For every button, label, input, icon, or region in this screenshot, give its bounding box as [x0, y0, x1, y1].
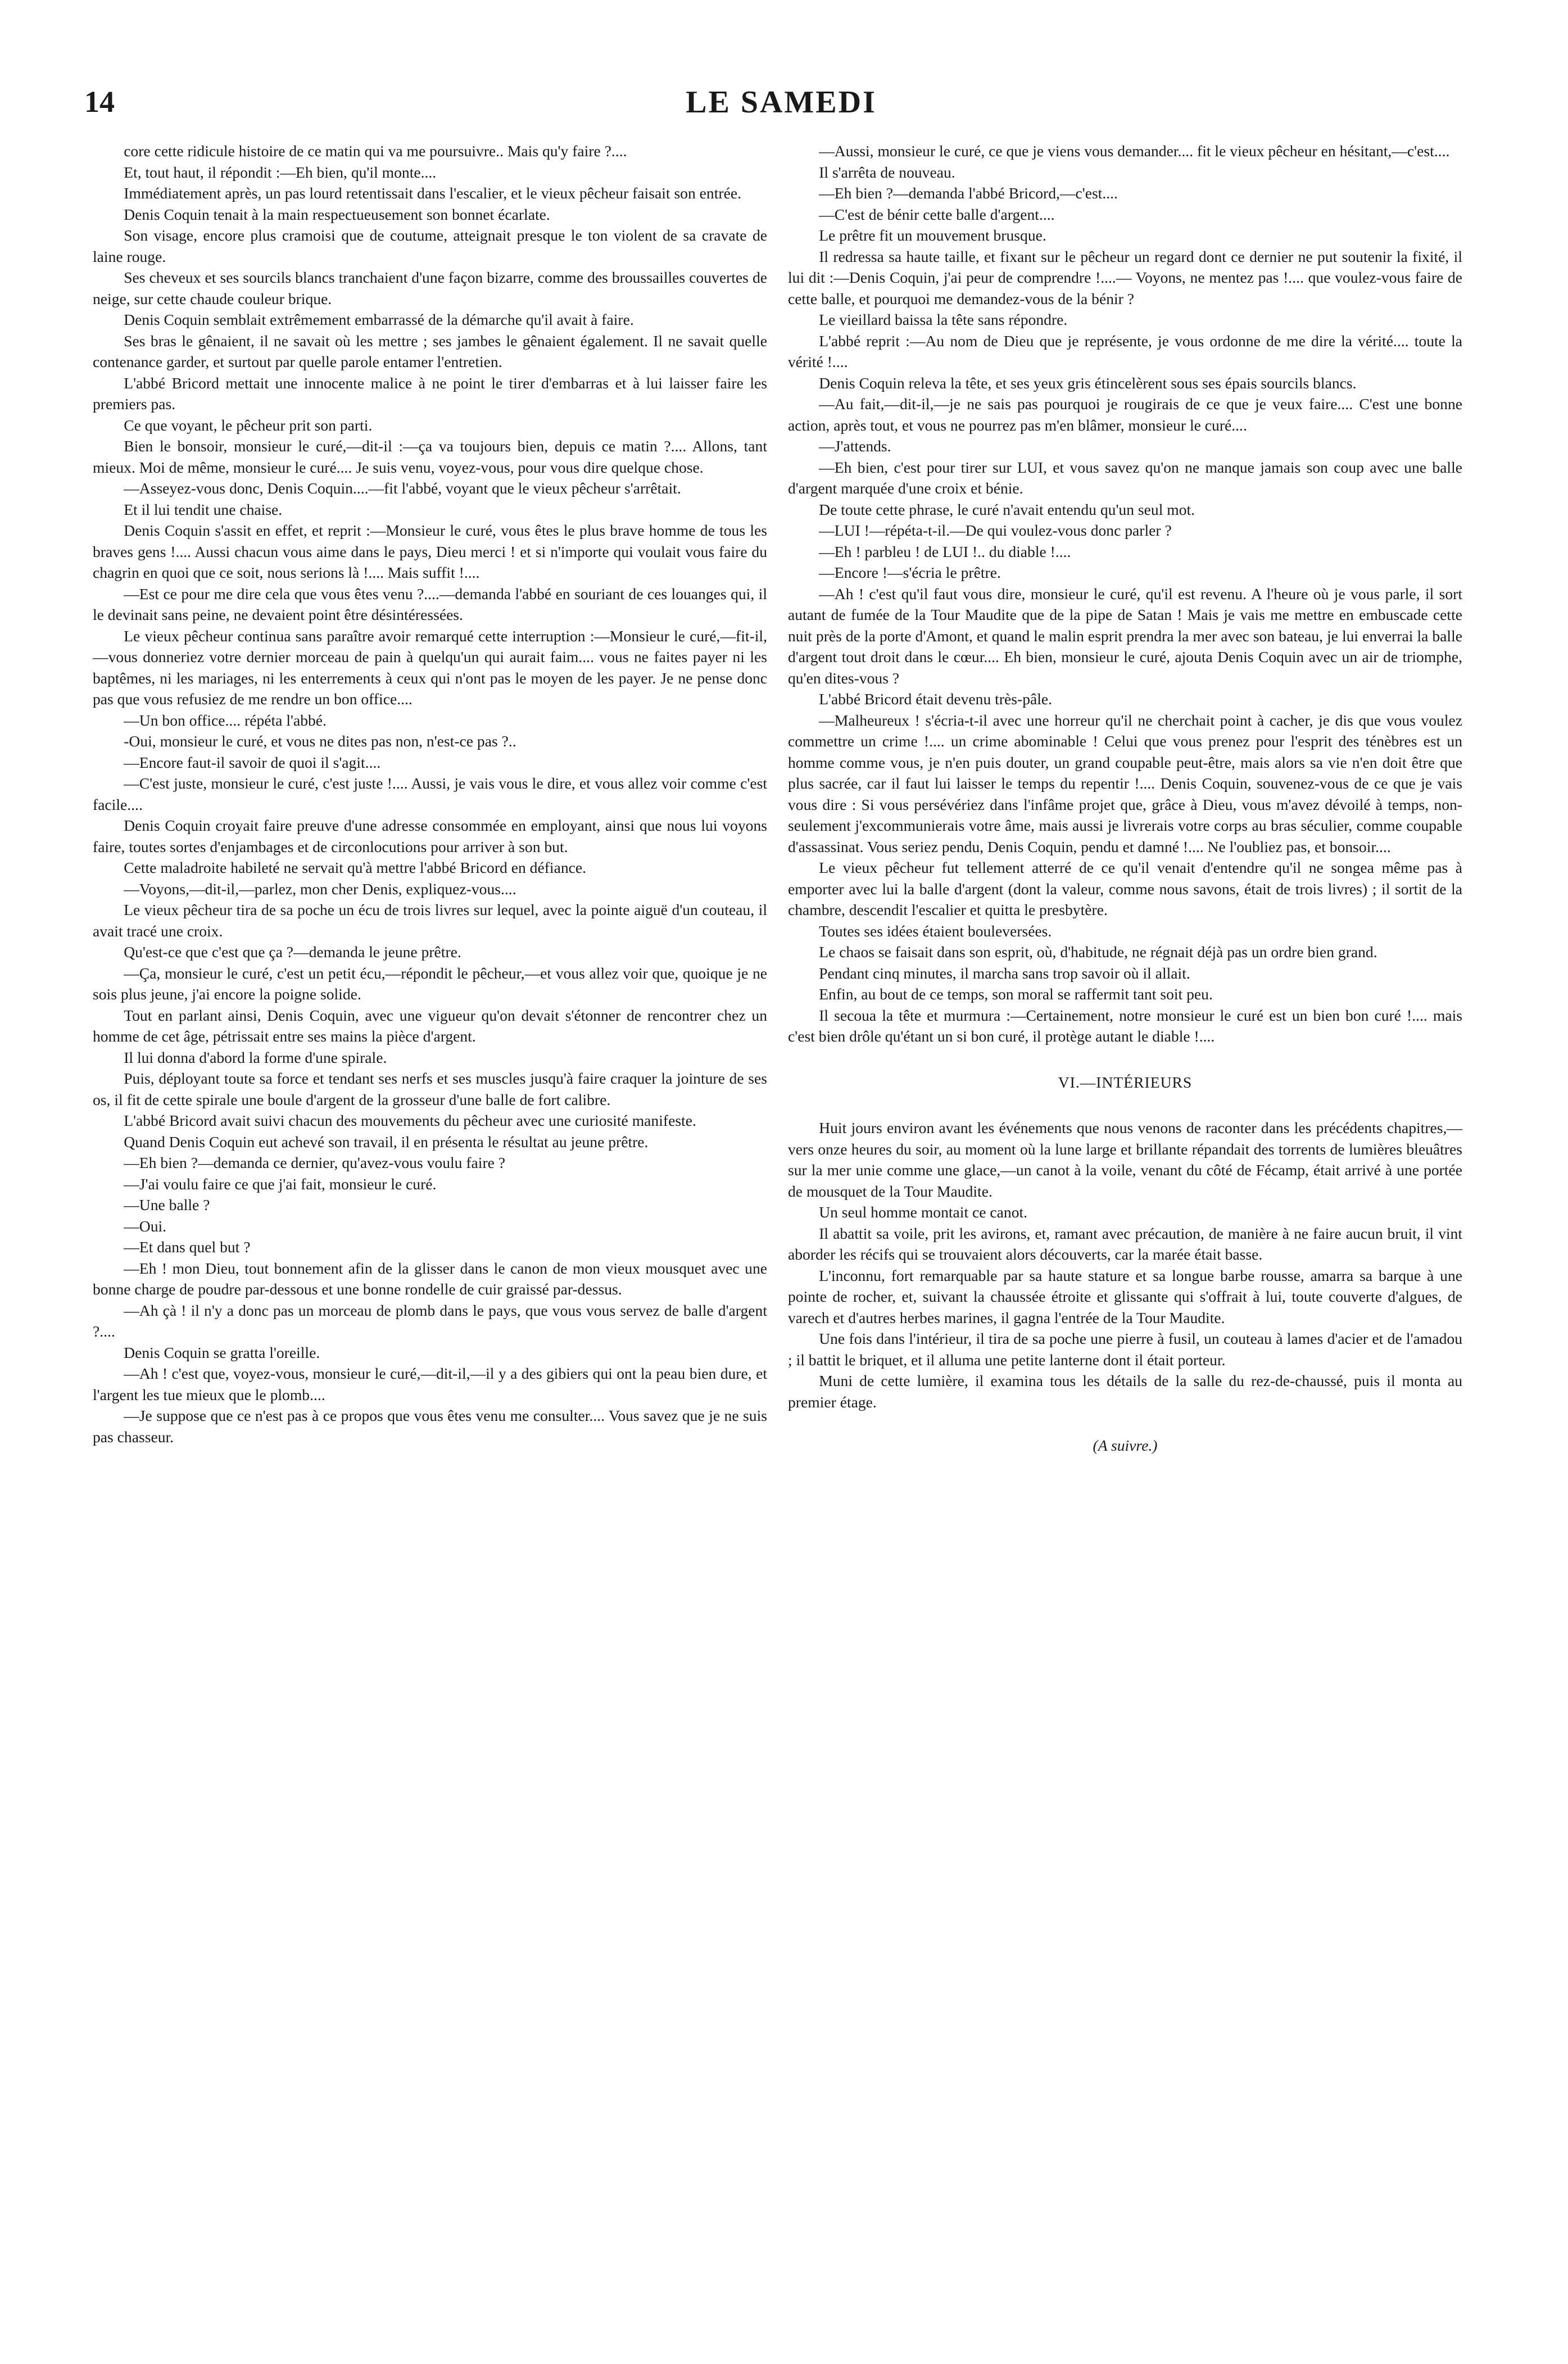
paragraph: Tout en parlant ainsi, Denis Coquin, avec une vigueur qu'on devait s'étonner de rencontrer chez un homme de cet âge, pétrissait entre ses mains la pièce d'argent.	[93, 1006, 767, 1045]
to-be-continued-note: (A suivre.)	[1093, 1437, 1158, 1454]
paragraph: Le vieux pêcheur fut tellement atterré de ce qu'il venait d'entendre qu'il ne songea même pas à emporter avec lui la balle d'argent (dont la valeur, comme nous savons, était de trois livres) ; il sortit de la chambre, descendit l'escalier et quitta le presbytère.	[788, 859, 1462, 918]
paragraph: —Je suppose que ce n'est pas à ce propos que vous êtes venu me consulter.... Vous savez que je ne suis pas chasseur.	[93, 1407, 767, 1446]
paragraph: Denis Coquin se gratta l'oreille.	[124, 1343, 320, 1361]
paragraph: Il secoua la tête et murmura :—Certainement, notre monsieur le curé est un bien bon curé !.... mais c'est bien drôle qu'étant un si bon curé, il protège autant le diable !....	[788, 1006, 1462, 1045]
paragraph: Cette maladroite habileté ne servait qu'à mettre l'abbé Bricord en défiance.	[124, 859, 587, 876]
paragraph: Un seul homme montait ce canot.	[819, 1203, 1028, 1221]
paragraph: Quand Denis Coquin eut achevé son travail, il en présenta le résultat au jeune prêtre.	[124, 1133, 649, 1151]
paragraph: —Une balle ?	[124, 1196, 210, 1213]
paragraph: —LUI !—répéta-t-il.—De qui voulez-vous donc parler ?	[819, 522, 1172, 539]
paragraph: L'abbé Bricord avait suivi chacun des mouvements du pêcheur avec une curiosité manifeste.	[124, 1112, 696, 1129]
paragraph: -Oui, monsieur le curé, et vous ne dites pas non, n'est-ce pas ?..	[124, 732, 516, 750]
paragraph: Son visage, encore plus cramoisi que de coutume, atteignait presque le ton violent de sa cravate de laine rouge.	[93, 227, 767, 265]
paragraph: Denis Coquin tenait à la main respectueusement son bonnet écarlate.	[124, 205, 550, 223]
paragraph: Il redressa sa haute taille, et fixant sur le pêcheur un regard dont ce dernier ne put soutenir la fixité, il lui dit :—Denis Coquin, j'ai peur de comprendre !....— Voyons, ne mentez pas !.... que voulez-vous faire de cette balle, et pourquoi me demandez-vous de la bénir ?	[788, 247, 1462, 307]
paragraph: Le vieux pêcheur continua sans paraître avoir remarqué cette interruption :—Monsieur le curé,—fit-il,—vous donneriez votre dernier morceau de pain à quelqu'un qui aurait faim.... vous ne faites payer ni les baptêmes, ni les mariages, ni les enterrements à ceux qui n'ont pas le moyen de les payer. Je ne pense donc pas que vous refusiez de me rendre un bon office....	[93, 627, 767, 708]
paragraph: Enfin, au bout de ce temps, son moral se raffermit tant soit peu.	[819, 985, 1213, 1003]
paragraph: Ce que voyant, le pêcheur prit son parti.	[124, 416, 373, 434]
paragraph: —Au fait,—dit-il,—je ne sais pas pourquoi je rougirais de ce que je veux faire.... C'est une bonne action, après tout, et vous ne pourrez pas m'en blâmer, monsieur le curé....	[788, 395, 1462, 434]
paragraph: core cette ridicule histoire de ce matin qui va me poursuivre.. Mais qu'y faire ?....	[124, 142, 627, 160]
paragraph: Puis, déployant toute sa force et tendant ses nerfs et ses muscles jusqu'à faire craquer la jointure de ses os, il fit de cette spirale une boule d'argent de la grosseur d'une balle de fort calibre.	[93, 1070, 767, 1108]
paragraph: Il s'arrêta de nouveau.	[819, 163, 955, 181]
paragraph: —Un bon office.... répéta l'abbé.	[124, 711, 327, 729]
right-column-paragraphs	[788, 141, 1462, 1047]
paragraph: —Eh ! parbleu ! de LUI !.. du diable !....	[819, 542, 1071, 560]
paragraph: —Est ce pour me dire cela que vous êtes venu ?....—demanda l'abbé en souriant de ces louanges qui, il le devinait sans peine, ne devaient point être désintéressées.	[93, 585, 767, 623]
paragraph: —J'attends.	[819, 437, 891, 455]
paragraph: Et il lui tendit une chaise.	[124, 500, 283, 518]
paragraph: Le vieillard baissa la tête sans répondre.	[819, 311, 1068, 328]
paragraph: Pendant cinq minutes, il marcha sans trop savoir où il allait.	[819, 964, 1190, 982]
paragraph: —Encore !—s'écria le prêtre.	[819, 564, 1001, 581]
paragraph: Il lui donna d'abord la forme d'une spirale.	[124, 1048, 387, 1066]
paragraph: Denis Coquin releva la tête, et ses yeux gris étincelèrent sous ses épais sourcils blancs.	[819, 374, 1357, 392]
paragraph: —J'ai voulu faire ce que j'ai fait, monsieur le curé.	[124, 1175, 437, 1193]
paragraph: Denis Coquin semblait extrêmement embarrassé de la démarche qu'il avait à faire.	[124, 311, 634, 328]
paragraph: L'abbé Bricord mettait une innocente malice à ne point le tirer d'embarras et à lui laisser faire les premiers pas.	[93, 374, 767, 413]
paragraph: —Malheureux ! s'écria-t-il avec une horreur qu'il ne cherchait point à cacher, je dis que vous voulez commettre un crime !.... un crime abominable ! Celui que vous prenez pour l'esprit des ténèbres est un homme comme vous, je n'en puis douter, un grand coupable peut-être, mais alors sa vie n'en doit être que plus sacrée, car il faut lui laisser le temps du repentir !.... Denis Coquin, souvenez-vous de ce que je vais vous dire : Si vous persévériez dans l'infâme projet que, grâce à Dieu, vous m'avez dévoilé à temps, non-seulement j'excommunierais votre âme, mais aussi je livrerais votre corps au bras séculier, comme coupable d'assassinat. Vous seriez pendu, Denis Coquin, pendu et damné !.... Ne l'oubliez pas, et bonsoir....	[788, 711, 1462, 855]
section-paragraphs	[788, 1117, 1462, 1412]
paragraph: Denis Coquin s'assit en effet, et reprit :—Monsieur le curé, vous êtes le plus brave homme de tous les braves gens !.... Aussi chacun vous aime dans le pays, Dieu merci ! et si n'importe qui voulait vous faire du chagrin en quoi que ce soit, nous serions là !.... Mais suffit !....	[93, 522, 767, 581]
paragraph: Muni de cette lumière, il examina tous les détails de la salle du rez-de-chaussé, puis il monta au premier étage.	[788, 1372, 1462, 1411]
paragraph: L'inconnu, fort remarquable par sa haute stature et sa longue barbe rousse, amarra sa barque à une pointe de rocher, et, suivant la chaussée étroite et glissante qui s'offrait à lui, toute couverte d'algues, de varech et d'autres herbes marines, il gagna l'entrée de la Tour Maudite.	[788, 1266, 1462, 1326]
left-column	[93, 141, 767, 1447]
paragraph: Le vieux pêcheur tira de sa poche un écu de trois livres sur lequel, avec la pointe aiguë d'un couteau, il avait tracé une croix.	[93, 901, 767, 940]
paragraph: De toute cette phrase, le curé n'avait entendu qu'un seul mot.	[819, 500, 1195, 518]
paragraph: Ses cheveux et ses sourcils blancs tranchaient d'une façon bizarre, comme des broussailles couvertes de neige, sur cette chaude couleur brique.	[93, 269, 767, 307]
section-heading: VI.—INTÉRIEURS	[1058, 1073, 1193, 1091]
paragraph: Le prêtre fit un mouvement brusque.	[819, 227, 1046, 244]
paragraph: —Ça, monsieur le curé, c'est un petit écu,—répondit le pêcheur,—et vous allez voir que, quoique je ne sois plus jeune, j'ai encore la poigne solide.	[93, 964, 767, 1003]
paragraph: —Eh bien ?—demanda ce dernier, qu'avez-vous voulu faire ?	[124, 1154, 506, 1171]
paragraph: Le chaos se faisait dans son esprit, où, d'habitude, ne régnait déjà pas un ordre bien grand.	[819, 943, 1377, 961]
paragraph: Une fois dans l'intérieur, il tira de sa poche une pierre à fusil, un couteau à lames d'acier et de l'amadou ; il battit le briquet, et il alluma une petite lanterne dont il était porteur.	[788, 1330, 1462, 1369]
paragraph: Toutes ses idées étaient bouleversées.	[819, 922, 1052, 940]
paragraph: Qu'est-ce que c'est que ça ?—demanda le jeune prêtre.	[124, 943, 461, 961]
paragraph: —Eh bien ?—demanda l'abbé Bricord,—c'est....	[819, 184, 1118, 202]
running-title: LE SAMEDI	[686, 85, 877, 120]
paragraph: —Aussi, monsieur le curé, ce que je viens vous demander.... fit le vieux pêcheur en hésitant,—c'est....	[819, 142, 1450, 160]
right-column	[788, 141, 1462, 1456]
paragraph: Denis Coquin croyait faire preuve d'une adresse consommée en employant, ainsi que nous lui voyons faire, toutes sortes d'enjambages et de circonlocutions pour arriver à son but.	[93, 817, 767, 855]
paragraph: —Ah çà ! il n'y a donc pas un morceau de plomb dans le pays, que vous vous servez de balle d'argent ?....	[93, 1301, 767, 1340]
paragraph: —Ah ! c'est qu'il faut vous dire, monsieur le curé, qu'il est revenu. A l'heure où je vous parle, il sort autant de fumée de la Tour Maudite que de la pipe de Satan ! Mais je vais me mettre en embuscade cette nuit près de la porte d'Amont, et quand le malin esprit prendra la mer avec son bateau, je lui enverrai la balle d'argent tout droit dans le cœur.... Eh bien, monsieur le curé, ajouta Denis Coquin avec un air de triomphe, qu'en dites-vous ?	[788, 585, 1462, 687]
paragraph: Huit jours environ avant les événements que nous venons de raconter dans les précédents chapitres,—vers onze heures du soir, au moment où la lune large et brillante répandait des torrents de lumières bleuâtres sur la mer unie comme une glace,—un canot à la voile, venant du côté de Fécamp, était arrivé à une portée de mousquet de la Tour Maudite.	[788, 1119, 1462, 1200]
paragraph: L'abbé reprit :—Au nom de Dieu que je représente, je vous ordonne de me dire la vérité.... toute la vérité !....	[788, 332, 1462, 370]
page-number: 14	[84, 85, 115, 119]
paragraph: Il abattit sa voile, prit les avirons, et, ramant avec précaution, de manière à ne faire aucun bruit, il vint aborder les récifs qui se trouvaient alors découverts, car la marée était basse.	[788, 1224, 1462, 1263]
paragraph: —Voyons,—dit-il,—parlez, mon cher Denis, expliquez-vous....	[124, 880, 516, 898]
paragraph: Bien le bonsoir, monsieur le curé,—dit-il :—ça va toujours bien, depuis ce matin ?.... Allons, tant mieux. Moi de même, monsieur le curé.... Je suis venu, voyez-vous, pour vous dire quelque chose.	[93, 437, 767, 476]
paragraph: —Oui.	[124, 1217, 167, 1235]
paragraph: —C'est juste, monsieur le curé, c'est juste !.... Aussi, je vais vous le dire, et vous allez voir comme c'est facile....	[93, 775, 767, 813]
paragraph: —Encore faut-il savoir de quoi il s'agit....	[124, 753, 381, 771]
page-header	[84, 84, 1478, 129]
paragraph: —C'est de bénir cette balle d'argent....	[819, 205, 1055, 223]
paragraph: Immédiatement après, un pas lourd retentissait dans l'escalier, et le vieux pêcheur faisait son entrée.	[124, 184, 741, 202]
paragraph: —Ah ! c'est que, voyez-vous, monsieur le curé,—dit-il,—il y a des gibiers qui ont la peau bien dure, et l'argent les tue mieux que le plomb....	[93, 1365, 767, 1403]
paragraph: Ses bras le gênaient, il ne savait où les mettre ; ses jambes le gênaient également. Il ne savait quelle contenance garder, et surtout par quelle parole entamer l'entretien.	[93, 332, 767, 370]
paragraph: —Eh bien, c'est pour tirer sur LUI, et vous savez qu'on ne manque jamais son coup avec une balle d'argent marquée d'une croix et bénie.	[788, 458, 1462, 497]
paragraph: —Et dans quel but ?	[124, 1238, 251, 1256]
paragraph: —Eh ! mon Dieu, tout bonnement afin de la glisser dans le canon de mon vieux mousquet avec une bonne charge de poudre par-dessous et une bonne rondelle de cuir graissé par-dessus.	[93, 1259, 767, 1298]
paragraph: —Asseyez-vous donc, Denis Coquin....—fit l'abbé, voyant que le vieux pêcheur s'arrêtait.	[124, 479, 681, 497]
paragraph: L'abbé Bricord était devenu très-pâle.	[819, 690, 1053, 708]
paragraph: Et, tout haut, il répondit :—Eh bien, qu'il monte....	[124, 163, 437, 181]
